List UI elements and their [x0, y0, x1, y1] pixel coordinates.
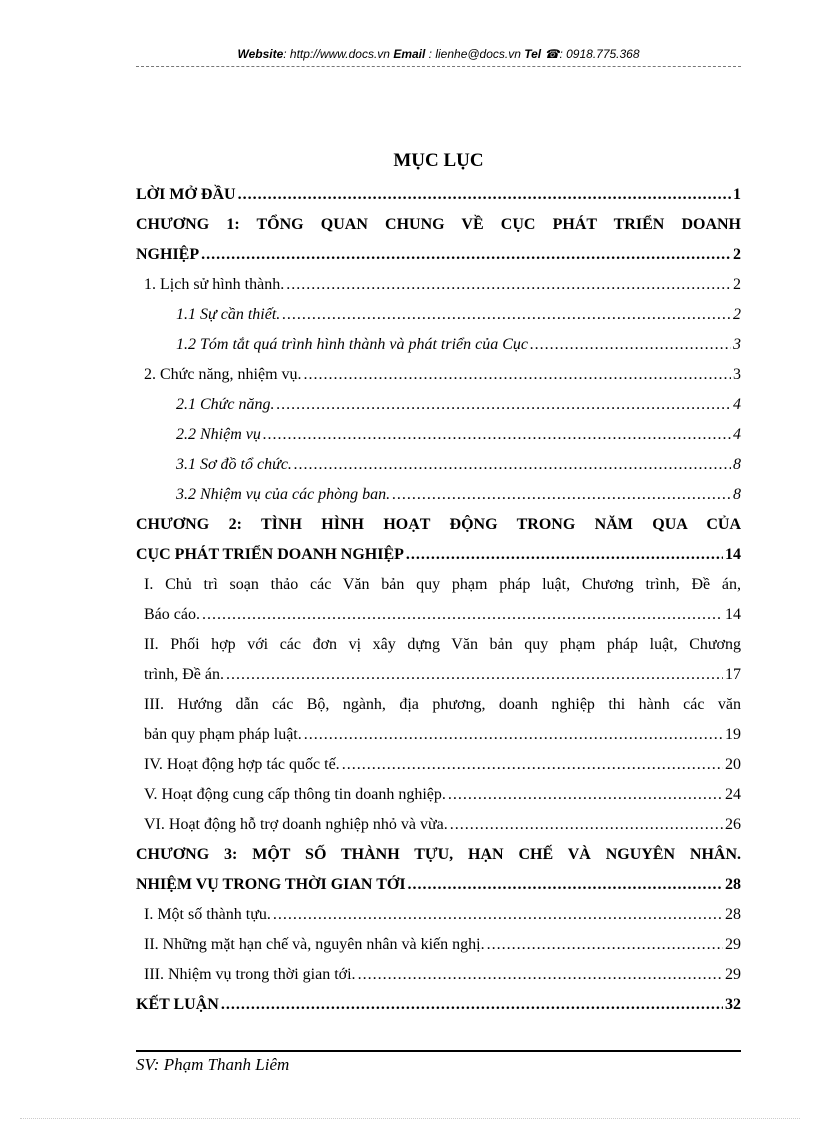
toc-entry-text: trình, Đề án.: [144, 666, 224, 683]
toc-entry-text: 3.1 Sơ đồ tổ chức.: [176, 456, 292, 473]
toc-leader: [448, 780, 723, 810]
toc-entry-c3-iii[interactable]: [144, 960, 741, 990]
page-edge-dotline: [20, 1118, 800, 1119]
toc-entry-c2-ii-cont[interactable]: [144, 660, 741, 690]
toc-page-number: 3: [733, 366, 741, 383]
toc-page-number: 4: [733, 426, 741, 443]
toc-page-number: 8: [733, 486, 741, 503]
toc-leader: [450, 810, 723, 840]
toc-leader: [202, 600, 723, 630]
toc-leader: [221, 990, 723, 1020]
toc-entry-c2-ii[interactable]: II. Phối hợp với các đơn vị xây dựng Văn bản quy phạm pháp luật, Chương: [144, 636, 741, 653]
table-of-contents: [136, 180, 741, 1020]
toc-leader: [487, 930, 723, 960]
toc-page-number: 2: [733, 306, 741, 323]
toc-page-number: 26: [725, 816, 741, 833]
toc-entry-text: LỜI MỞ ĐẦU: [136, 186, 236, 203]
toc-entry-c2-v[interactable]: [144, 780, 741, 810]
toc-entry-text: I. Một số thành tựu.: [144, 906, 271, 923]
toc-leader: [273, 900, 723, 930]
toc-entry-section-1-1[interactable]: [176, 300, 741, 330]
toc-leader: [294, 450, 731, 480]
toc-entry-text: 2. Chức năng, nhiệm vụ.: [144, 366, 302, 383]
toc-entry-text: NHIỆM VỤ TRONG THỜI GIAN TỚI: [136, 876, 406, 893]
toc-page-number: 2: [733, 246, 741, 263]
page-title: MỤC LỤC: [393, 150, 484, 171]
toc-entry-c2-iii[interactable]: III. Hướng dẫn các Bộ, ngành, địa phương, doanh nghiệp thi hành các văn: [144, 696, 741, 713]
toc-entry-c3-ii[interactable]: [144, 930, 741, 960]
toc-leader: [342, 750, 723, 780]
toc-entry-chapter-3-cont[interactable]: [136, 870, 741, 900]
toc-page-number: 28: [725, 906, 741, 923]
toc-entry-text: 1. Lịch sử hình thành.: [144, 276, 285, 293]
toc-entry-chapter-2-cont[interactable]: [136, 540, 741, 570]
toc-entry-conclusion[interactable]: [136, 990, 741, 1020]
toc-leader: [201, 240, 731, 270]
toc-entry-chapter-1[interactable]: CHƯƠNG 1: TỔNG QUAN CHUNG VỀ CỤC PHÁT TRIỂN DOANH: [136, 216, 741, 233]
toc-page-number: 14: [725, 546, 741, 563]
toc-page-number: 29: [725, 966, 741, 983]
page-header: [136, 46, 741, 62]
toc-entry-section-2-2[interactable]: [176, 420, 741, 450]
toc-leader: [277, 390, 732, 420]
toc-leader: [358, 960, 723, 990]
toc-page-number: 17: [725, 666, 741, 683]
toc-page-number: 3: [733, 336, 741, 353]
toc-page-number: 19: [725, 726, 741, 743]
toc-entry-c2-vi[interactable]: [144, 810, 741, 840]
toc-entry-text: V. Hoạt động cung cấp thông tin doanh nghiệp.: [144, 786, 446, 803]
toc-entry-text: Báo cáo.: [144, 606, 200, 623]
toc-leader: [408, 870, 723, 900]
toc-page-number: 28: [725, 876, 741, 893]
toc-entry-text: 1.1 Sự cần thiết.: [176, 306, 281, 323]
toc-entry-text: bản quy phạm pháp luật.: [144, 726, 302, 743]
toc-leader: [304, 360, 731, 390]
toc-entry-text: VI. Hoạt động hỗ trợ doanh nghiệp nhỏ và vừa.: [144, 816, 448, 833]
toc-entry-chapter-1-cont[interactable]: [136, 240, 741, 270]
toc-entry-chapter-3[interactable]: CHƯƠNG 3: MỘT SỐ THÀNH TỰU, HẠN CHẾ VÀ NGUYÊN NHÂN.: [136, 846, 741, 863]
toc-entry-c2-i[interactable]: I. Chủ trì soạn thảo các Văn bản quy phạm pháp luật, Chương trình, Đề án,: [144, 576, 741, 593]
phone-icon: ☎: [544, 47, 560, 61]
toc-entry-text: IV. Hoạt động hợp tác quốc tế.: [144, 756, 340, 773]
toc-entry-section-1[interactable]: [144, 270, 741, 300]
email-value: : lienhe@docs.vn: [428, 47, 521, 61]
toc-leader: [530, 330, 731, 360]
toc-entry-text: 2.2 Nhiệm vụ: [176, 426, 261, 443]
toc-leader: [392, 480, 731, 510]
footer-divider: [136, 1050, 741, 1052]
toc-page-number: 8: [733, 456, 741, 473]
toc-entry-section-2[interactable]: [144, 360, 741, 390]
tel-label: Tel: [524, 47, 542, 61]
page-footer: SV: Phạm Thanh Liêm: [136, 1055, 290, 1074]
toc-leader: [263, 420, 731, 450]
toc-entry-section-3-1[interactable]: [176, 450, 741, 480]
toc-entry-text: 3.2 Nhiệm vụ của các phòng ban.: [176, 486, 391, 503]
toc-page-number: 1: [733, 186, 741, 203]
toc-page-number: 2: [733, 276, 741, 293]
toc-page-number: 29: [725, 936, 741, 953]
toc-entry-section-1-2[interactable]: [176, 330, 741, 360]
toc-entry-c2-iii-cont[interactable]: [144, 720, 741, 750]
toc-entry-intro[interactable]: [136, 180, 741, 210]
toc-leader: [238, 180, 731, 210]
toc-leader: [282, 300, 731, 330]
toc-leader: [286, 270, 731, 300]
toc-entry-text: III. Nhiệm vụ trong thời gian tới.: [144, 966, 356, 983]
toc-entry-section-3-2[interactable]: [176, 480, 741, 510]
tel-value: : 0918.775.368: [559, 47, 640, 61]
toc-entry-text: KẾT LUẬN: [136, 996, 219, 1013]
toc-entry-text: 1.2 Tóm tắt quá trình hình thành và phát triển của Cục: [176, 336, 528, 353]
header-divider: [136, 66, 741, 67]
toc-page-number: 32: [725, 996, 741, 1013]
toc-leader: [226, 660, 723, 690]
toc-page-number: 24: [725, 786, 741, 803]
toc-page-number: 4: [733, 396, 741, 413]
toc-entry-text: II. Những mặt hạn chế và, nguyên nhân và kiến nghị.: [144, 936, 485, 953]
toc-leader: [304, 720, 723, 750]
toc-leader: [406, 540, 723, 570]
toc-page-number: 20: [725, 756, 741, 773]
website-value: : http://www.docs.vn: [283, 47, 390, 61]
toc-entry-chapter-2[interactable]: CHƯƠNG 2: TÌNH HÌNH HOẠT ĐỘNG TRONG NĂM QUA CỦA: [136, 516, 741, 533]
toc-entry-section-2-1[interactable]: [176, 390, 741, 420]
toc-entry-c3-i[interactable]: [144, 900, 741, 930]
toc-page-number: 14: [725, 606, 741, 623]
email-label: Email: [393, 47, 426, 61]
toc-entry-text: 2.1 Chức năng.: [176, 396, 275, 413]
toc-entry-text: CỤC PHÁT TRIỂN DOANH NGHIỆP: [136, 546, 404, 563]
website-label: Website: [237, 47, 284, 61]
toc-entry-c2-iv[interactable]: [144, 750, 741, 780]
toc-entry-c2-i-cont[interactable]: [144, 600, 741, 630]
toc-entry-text: NGHIỆP: [136, 246, 200, 263]
